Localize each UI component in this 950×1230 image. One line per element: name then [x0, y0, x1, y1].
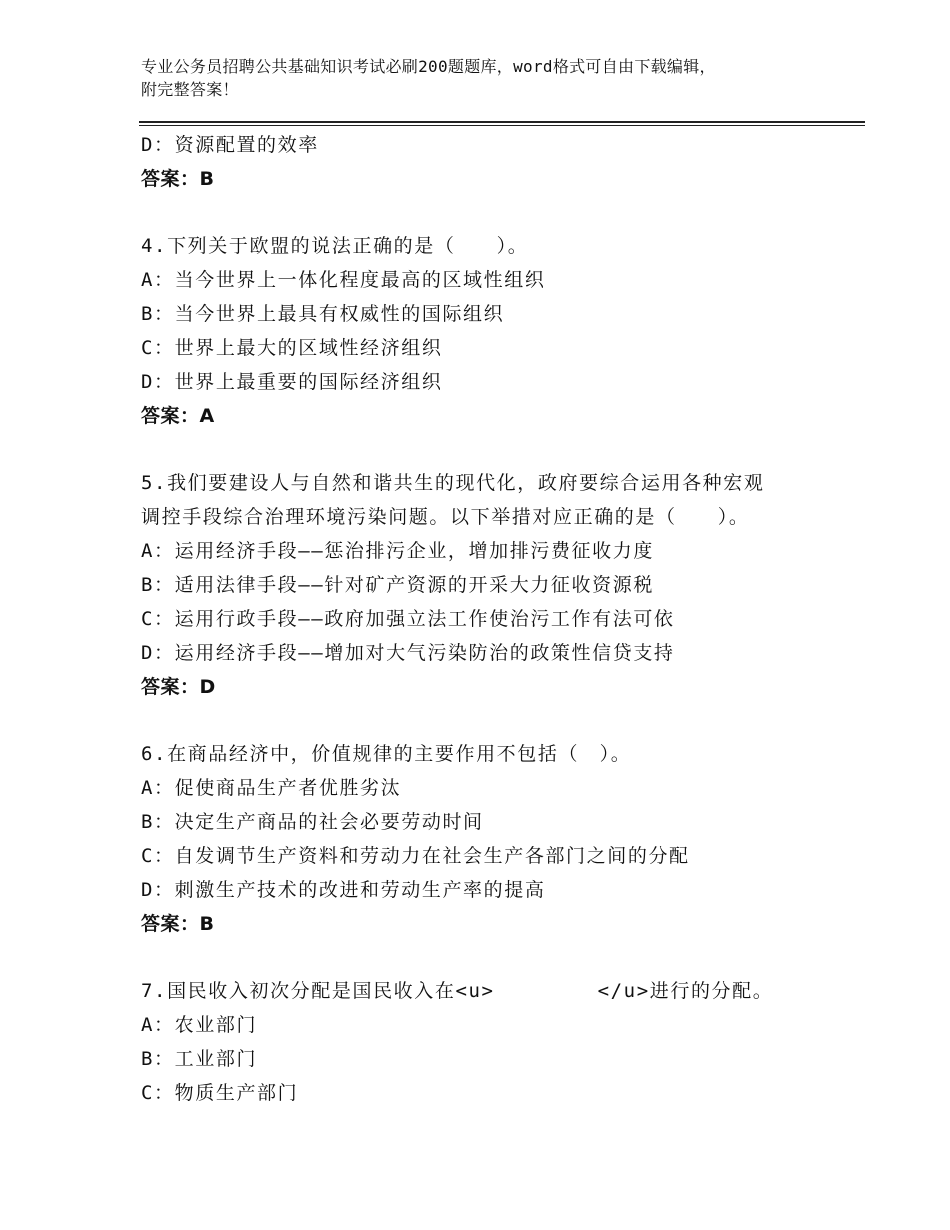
- q5-option-d: D：运用经济手段——增加对大气污染防治的政策性信贷支持: [141, 642, 675, 664]
- q6-option-d: D：刺激生产技术的改进和劳动生产率的提高: [141, 879, 546, 901]
- q6-option-c: C：自发调节生产资料和劳动力在社会生产各部门之间的分配: [141, 845, 690, 867]
- q4-option-b: B：当今世界上最具有权威性的国际组织: [141, 303, 505, 325]
- question-4: 4.下列关于欧盟的说法正确的是（ ）。: [141, 235, 529, 257]
- header-text-line-2: 附完整答案！: [141, 80, 239, 99]
- q4-option-a: A：当今世界上一体化程度最高的区域性组织: [141, 269, 546, 291]
- question-5-line-2: 调控手段综合治理环境污染问题。以下举措对应正确的是（ ）。: [141, 506, 750, 528]
- q5-option-c: C：运用行政手段——政府加强立法工作使治污工作有法可依: [141, 608, 675, 630]
- spacer: [141, 704, 861, 737]
- page-header: [141, 55, 811, 101]
- q5-answer: 答案：D: [141, 676, 216, 698]
- question-5-line-1: 5.我们要建设人与自然和谐共生的现代化，政府要综合运用各种宏观: [141, 472, 765, 494]
- spacer: [141, 433, 861, 466]
- q7-option-a: A：农业部门: [141, 1014, 258, 1036]
- q4-answer: 答案：A: [141, 405, 215, 427]
- q4-option-d: D：世界上最重要的国际经济组织: [141, 371, 443, 393]
- question-6: 6.在商品经济中，价值规律的主要作用不包括（ ）。: [141, 743, 632, 765]
- header-divider-thin: [139, 125, 865, 126]
- q7-option-b: B：工业部门: [141, 1048, 258, 1070]
- q6-option-a: A：促使商品生产者优胜劣汰: [141, 777, 402, 799]
- header-text-line-1: 专业公务员招聘公共基础知识考试必刷200题题库，word格式可自由下载编辑，: [141, 57, 716, 76]
- q5-option-b: B：适用法律手段——针对矿产资源的开采大力征收资源税: [141, 574, 654, 596]
- q6-answer: 答案：B: [141, 913, 215, 935]
- spacer: [141, 196, 861, 229]
- q6-option-b: B：决定生产商品的社会必要劳动时间: [141, 811, 484, 833]
- header-divider-thick: [139, 121, 865, 123]
- prev-option-d: D：资源配置的效率: [141, 134, 319, 156]
- q5-option-a: A：运用经济手段——惩治排污企业，增加排污费征收力度: [141, 540, 654, 562]
- question-7: 7.国民收入初次分配是国民收入在<u> </u>进行的分配。: [141, 980, 774, 1002]
- question-content: [141, 128, 861, 1110]
- prev-answer: 答案：B: [141, 168, 215, 190]
- q4-option-c: C：世界上最大的区域性经济组织: [141, 337, 443, 359]
- q7-option-c: C：物质生产部门: [141, 1082, 299, 1104]
- spacer: [141, 941, 861, 974]
